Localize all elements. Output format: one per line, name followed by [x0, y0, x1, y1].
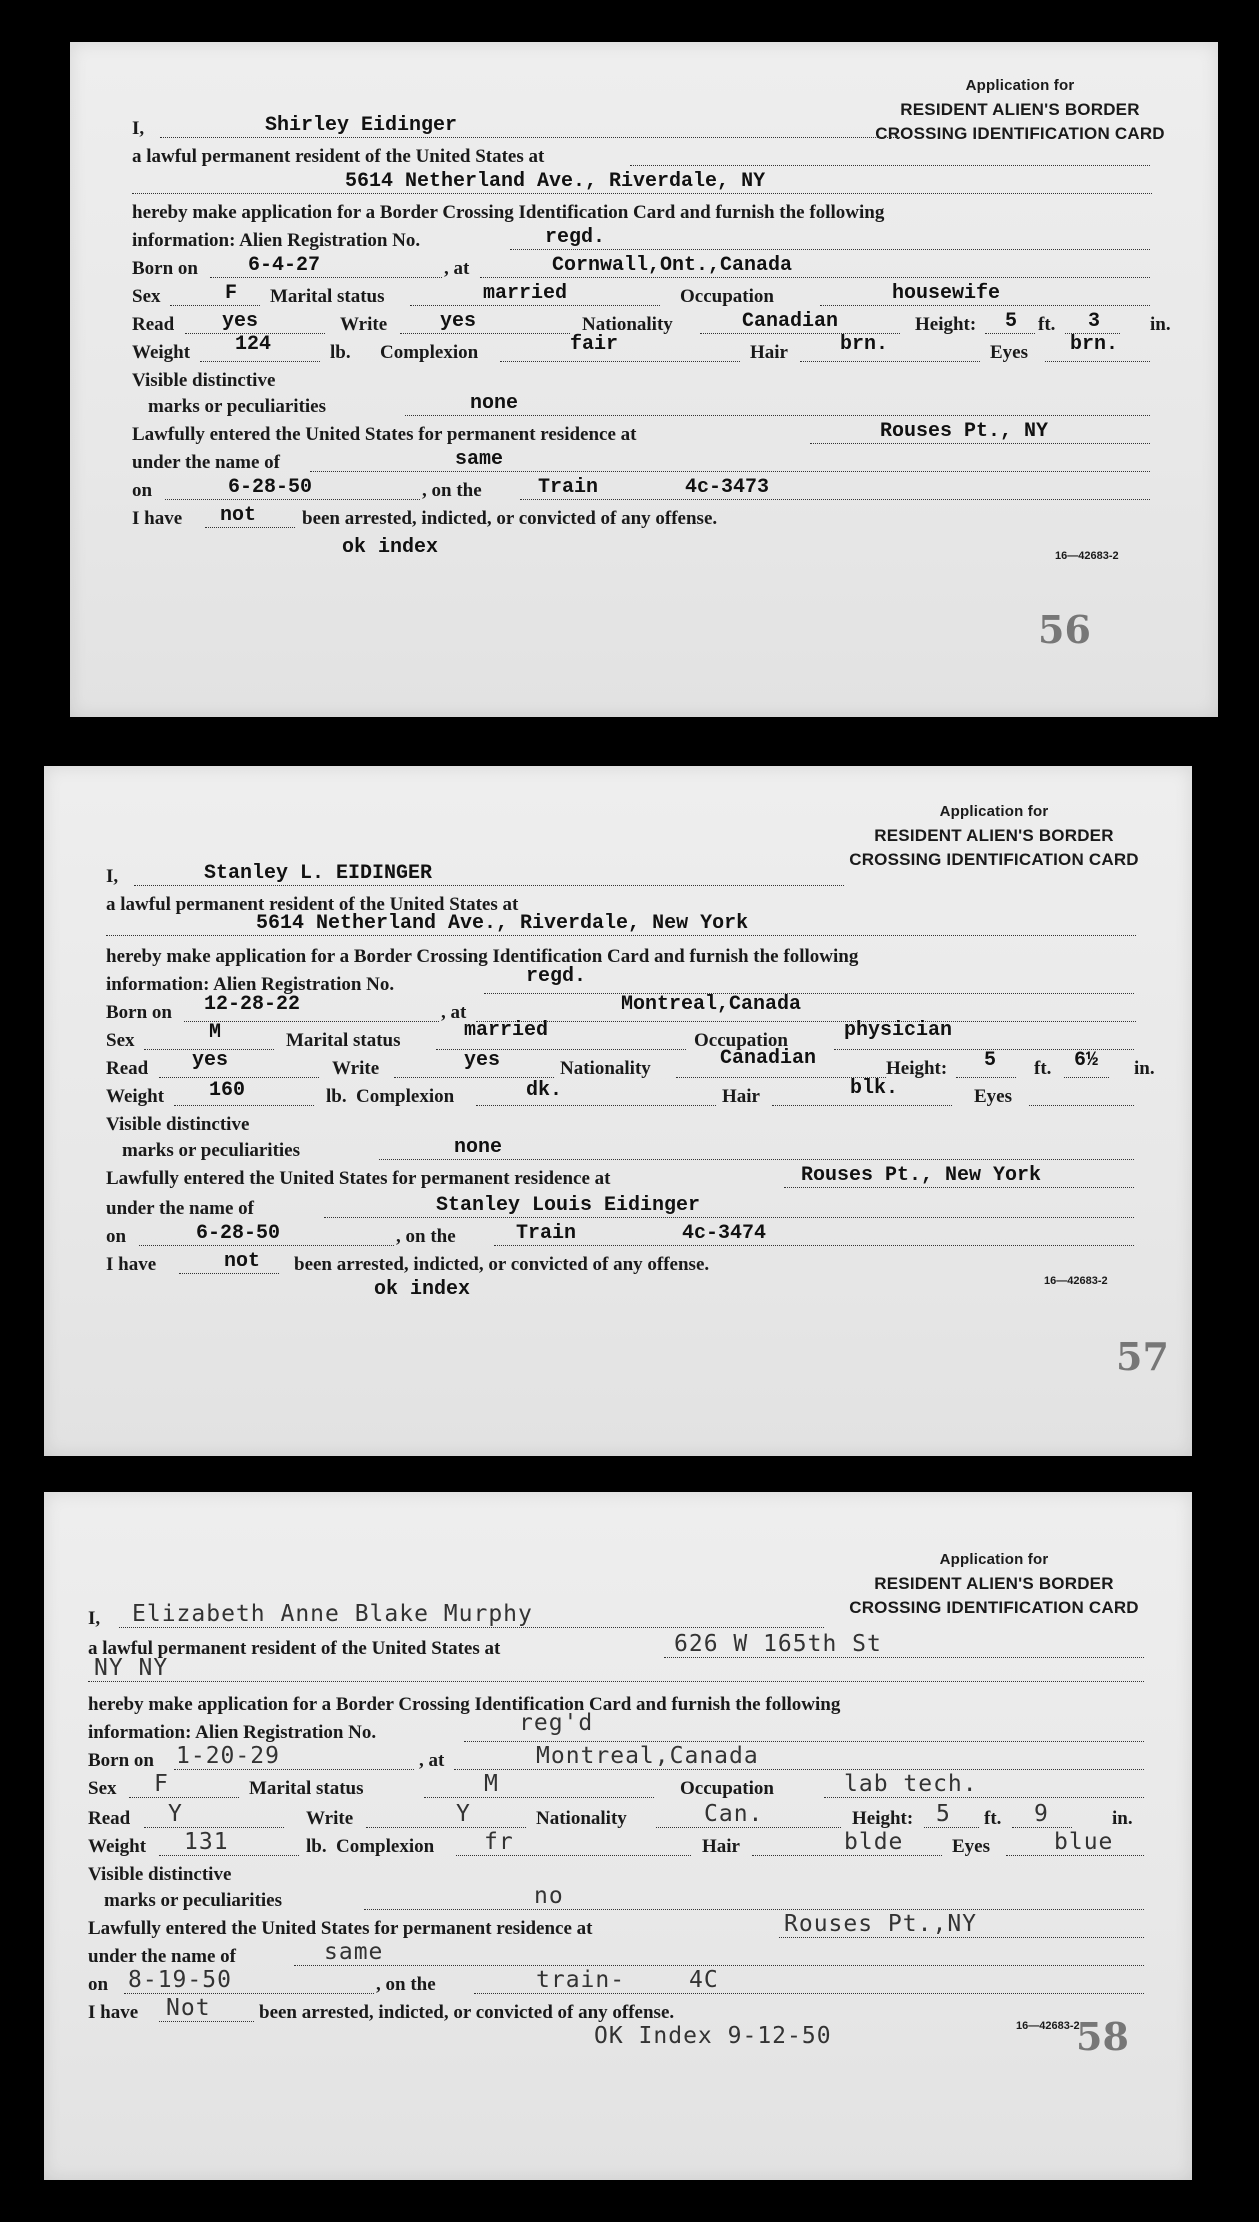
- nationality: Canadian: [720, 1047, 817, 1070]
- born-place-line: [476, 1021, 1136, 1022]
- eyes: brn.: [1070, 333, 1119, 356]
- label-born: Born on: [132, 258, 198, 279]
- label-at: , at: [441, 1002, 467, 1023]
- label-hereby: hereby make application for a Border Crossing Identification Card and furnish the following: [88, 1694, 841, 1715]
- label-hair: Hair: [722, 1086, 760, 1107]
- label-under: under the name of: [106, 1198, 254, 1219]
- write-line: [400, 333, 570, 334]
- marks-line: [364, 1909, 1144, 1910]
- read-line: [159, 1077, 319, 1078]
- marks: none: [470, 392, 519, 415]
- entry-ref: 4C: [689, 1967, 719, 1993]
- label-ft: ft.: [984, 1808, 1002, 1829]
- entry-name-line: [324, 1217, 1134, 1218]
- eyes-line: [1006, 1855, 1144, 1856]
- label-hair: Hair: [702, 1836, 740, 1857]
- marital-line: [410, 305, 660, 306]
- nationality-line: [656, 1827, 841, 1828]
- application-card-1: [70, 42, 1218, 717]
- alien-registration-no: regd.: [545, 226, 606, 249]
- entry-by: train-: [536, 1967, 626, 1993]
- name-line: [134, 885, 844, 886]
- hereby-row: [44, 1690, 1192, 1720]
- entry-by: Train: [538, 476, 599, 499]
- nationality: Can.: [704, 1801, 764, 1827]
- occupation: physician: [844, 1019, 953, 1042]
- applicant-name: Elizabeth Anne Blake Murphy: [132, 1601, 533, 1627]
- sex: F: [154, 1771, 169, 1797]
- birth-place: Cornwall,Ont.,Canada: [552, 254, 793, 277]
- registration-line: [510, 249, 1150, 250]
- resident-line: [630, 165, 1150, 166]
- marks-row: [70, 392, 1218, 422]
- entry-ref: 4c-3473: [685, 476, 770, 499]
- eyes: blue: [1054, 1829, 1114, 1855]
- entry-place-line: [779, 1937, 1144, 1938]
- address: 5614 Netherland Ave., Riverdale, NY: [345, 170, 766, 193]
- alien-registration-no: reg'd: [519, 1710, 594, 1736]
- weight-line: [174, 1105, 314, 1106]
- title-line-1: Application for: [939, 1551, 1049, 1568]
- applicant-name: Stanley L. EIDINGER: [204, 862, 433, 885]
- title-line-2: RESIDENT ALIEN'S BORDER: [874, 1574, 1114, 1593]
- occupation-line: [824, 1797, 1144, 1798]
- label-nationality: Nationality: [582, 314, 673, 335]
- entry-by-line: [494, 1245, 1134, 1246]
- label-information: information: Alien Registration No.: [132, 230, 421, 251]
- address: 626 W 165th St: [674, 1631, 882, 1657]
- complexion-line: [500, 361, 740, 362]
- entry-by: Train: [516, 1222, 577, 1245]
- address-row: [70, 170, 1218, 200]
- registration-row: [70, 226, 1218, 256]
- hair: blk.: [850, 1077, 899, 1100]
- hair-line: [800, 361, 980, 362]
- name-line: [160, 137, 900, 138]
- index-note: ok index: [342, 536, 439, 559]
- label-under: under the name of: [132, 452, 280, 473]
- marks-line: [379, 1159, 1134, 1160]
- label-information: information: Alien Registration No.: [88, 1722, 377, 1743]
- label-write: Write: [332, 1058, 380, 1079]
- page-number: 58: [1076, 2014, 1129, 2059]
- height-in-line: [1064, 1077, 1109, 1078]
- title-line-1: Application for: [965, 77, 1075, 94]
- entry-date-line: [139, 1245, 394, 1246]
- eyes-line: [1029, 1105, 1134, 1106]
- label-height: Height:: [886, 1058, 948, 1079]
- height-ft: 5: [1005, 310, 1018, 333]
- height-in: 3: [1088, 310, 1101, 333]
- label-lb: lb.: [330, 342, 351, 363]
- form-number: 16—42683-2: [1055, 550, 1119, 562]
- index-note: OK Index 9-12-50: [594, 2023, 832, 2049]
- label-in: in.: [1134, 1058, 1155, 1079]
- weight-row: [44, 1829, 1192, 1862]
- address-row: [44, 1655, 1192, 1688]
- label-sex: Sex: [132, 286, 161, 307]
- note-row: [70, 536, 1218, 566]
- label-hair: Hair: [750, 342, 788, 363]
- label-nationality: Nationality: [560, 1058, 651, 1079]
- sex-row: [70, 282, 1218, 312]
- entry-place: Rouses Pt., NY: [880, 420, 1049, 443]
- label-marks: marks or peculiarities: [148, 396, 327, 417]
- entry-by-line: [520, 499, 1150, 500]
- entry-date: 6-28-50: [228, 476, 313, 499]
- address: 5614 Netherland Ave., Riverdale, New York: [256, 912, 749, 935]
- label-lawfully: Lawfully entered the United States for permanent residence at: [88, 1918, 593, 1939]
- arrest-row: [70, 504, 1218, 534]
- label-on-the: , on the: [396, 1226, 456, 1247]
- label-on-the: , on the: [376, 1974, 436, 1995]
- form-number: 16—42683-2: [1044, 1275, 1108, 1287]
- marks-row: [44, 1136, 1192, 1166]
- label-eyes: Eyes: [990, 342, 1028, 363]
- resident-row: [70, 142, 1218, 172]
- label-sex: Sex: [88, 1778, 117, 1799]
- label-occupation: Occupation: [694, 1030, 788, 1051]
- occupation: housewife: [892, 282, 1001, 305]
- label-nationality: Nationality: [536, 1808, 627, 1829]
- label-on-the: , on the: [422, 480, 482, 501]
- have-not: Not: [166, 1995, 211, 2021]
- entry-by-line: [474, 1993, 1144, 1994]
- registration-line: [464, 1741, 1144, 1742]
- label-at: , at: [419, 1750, 445, 1771]
- complexion: fair: [570, 333, 619, 356]
- label-eyes: Eyes: [974, 1086, 1012, 1107]
- on-row: [70, 476, 1218, 506]
- on-row: [44, 1967, 1192, 2000]
- entry-place-line: [784, 1187, 1134, 1188]
- weight-row: [44, 1077, 1192, 1112]
- read-line: [144, 1827, 284, 1828]
- sex-line: [129, 1797, 239, 1798]
- have-not-line: [179, 1273, 279, 1274]
- write: yes: [464, 1049, 501, 1072]
- height-in: 9: [1034, 1801, 1049, 1827]
- marital-status: married: [483, 282, 568, 305]
- arrest-row: [44, 1250, 1192, 1280]
- label-born: Born on: [88, 1750, 154, 1771]
- born-row: [44, 1743, 1192, 1776]
- label-marital: Marital status: [249, 1778, 364, 1799]
- born-row: [70, 254, 1218, 284]
- hair: brn.: [840, 333, 889, 356]
- have-not: not: [224, 1250, 261, 1273]
- label-height: Height:: [915, 314, 977, 335]
- label-visible: Visible distinctive: [88, 1864, 232, 1885]
- height-in: 6½: [1074, 1049, 1099, 1072]
- title-line-3: CROSSING IDENTIFICATION CARD: [875, 124, 1165, 143]
- sex: F: [225, 282, 238, 305]
- label-weight: Weight: [132, 342, 191, 363]
- born-date-line: [210, 277, 442, 278]
- height-ft: 5: [984, 1049, 997, 1072]
- under-row: [70, 448, 1218, 478]
- label-occupation: Occupation: [680, 286, 774, 307]
- label-ft: ft.: [1034, 1058, 1052, 1079]
- weight-line: [159, 1855, 299, 1856]
- write-line: [394, 1077, 554, 1078]
- label-resident: a lawful permanent resident of the United States at: [88, 1638, 501, 1659]
- label-sex: Sex: [106, 1030, 135, 1051]
- birth-place: Montreal,Canada: [621, 993, 802, 1016]
- read: yes: [222, 310, 259, 333]
- label-arrested: been arrested, indicted, or convicted of any offense.: [259, 2002, 675, 2023]
- label-eyes: Eyes: [952, 1836, 990, 1857]
- form-number: 16—42683-2: [1016, 2020, 1080, 2032]
- label-i: I,: [88, 1608, 101, 1629]
- have-not-line: [205, 527, 295, 528]
- read: yes: [192, 1049, 229, 1072]
- have-not-line: [159, 2021, 254, 2022]
- weight: 131: [184, 1829, 229, 1855]
- born-place-line: [480, 277, 1150, 278]
- label-lawfully: Lawfully entered the United States for permanent residence at: [132, 424, 637, 445]
- registration-line: [484, 993, 1134, 994]
- birth-date: 12-28-22: [204, 993, 301, 1016]
- marks-row: [44, 1883, 1192, 1916]
- sex: M: [209, 1021, 222, 1044]
- address-line: [132, 193, 1152, 194]
- label-resident: a lawful permanent resident of the United States at: [132, 146, 545, 167]
- lawfully-row: [70, 420, 1218, 450]
- index-note: ok index: [374, 1278, 471, 1301]
- label-marital: Marital status: [286, 1030, 401, 1051]
- complexion: dk.: [526, 1079, 563, 1102]
- entry-name: Stanley Louis Eidinger: [436, 1194, 701, 1217]
- label-write: Write: [340, 314, 388, 335]
- address-line: [106, 935, 1136, 936]
- entry-place: Rouses Pt.,NY: [784, 1911, 978, 1937]
- write: Y: [456, 1801, 471, 1827]
- occupation-line: [820, 305, 1150, 306]
- label-i-have: I have: [106, 1254, 157, 1275]
- entry-date: 6-28-50: [196, 1222, 281, 1245]
- label-complexion: Complexion: [336, 1836, 435, 1857]
- birth-date: 6-4-27: [248, 254, 321, 277]
- page-number: 57: [1116, 1334, 1169, 1379]
- marital-status: married: [464, 1019, 549, 1042]
- label-weight: Weight: [88, 1836, 147, 1857]
- name-row: [70, 114, 1218, 144]
- label-ft: ft.: [1038, 314, 1056, 335]
- marks: none: [454, 1136, 503, 1159]
- title-line-2: RESIDENT ALIEN'S BORDER: [900, 100, 1140, 119]
- label-arrested: been arrested, indicted, or convicted of any offense.: [294, 1254, 710, 1275]
- note-row: [44, 1278, 1192, 1308]
- entry-name-line: [294, 1965, 1144, 1966]
- application-card-2: [44, 766, 1192, 1456]
- sex-line: [170, 305, 260, 306]
- label-hereby: hereby make application for a Border Crossing Identification Card and furnish the following: [132, 202, 885, 223]
- born-date-line: [184, 1021, 439, 1022]
- name-row: [44, 862, 1192, 892]
- birth-place: Montreal,Canada: [536, 1743, 759, 1769]
- label-visible: Visible distinctive: [106, 1114, 250, 1135]
- label-marks: marks or peculiarities: [122, 1140, 301, 1161]
- hereby-row: [70, 198, 1218, 228]
- marks-line: [405, 415, 1150, 416]
- label-arrested: been arrested, indicted, or convicted of any offense.: [302, 508, 718, 529]
- label-height: Height:: [852, 1808, 914, 1829]
- label-on: on: [88, 1974, 109, 1995]
- write: yes: [440, 310, 477, 333]
- entry-name-line: [310, 471, 1150, 472]
- label-lb: lb.: [306, 1836, 327, 1857]
- label-on: on: [106, 1226, 127, 1247]
- height-ft-line: [985, 333, 1035, 334]
- label-in: in.: [1112, 1808, 1133, 1829]
- read: Y: [168, 1801, 183, 1827]
- label-i-have: I have: [132, 508, 183, 529]
- entry-date-line: [165, 499, 420, 500]
- alien-registration-no: regd.: [526, 965, 587, 988]
- marks: no: [534, 1883, 564, 1909]
- title-line-3: CROSSING IDENTIFICATION CARD: [849, 1598, 1139, 1617]
- entry-place: Rouses Pt., New York: [801, 1164, 1042, 1187]
- hair-line: [752, 1855, 942, 1856]
- label-write: Write: [306, 1808, 354, 1829]
- label-on: on: [132, 480, 153, 501]
- weight-row: [70, 333, 1218, 368]
- entry-name: same: [324, 1939, 384, 1965]
- label-visible: Visible distinctive: [132, 370, 276, 391]
- height-ft-line: [956, 1077, 1016, 1078]
- label-weight: Weight: [106, 1086, 165, 1107]
- weight: 124: [235, 333, 272, 356]
- name-line: [119, 1627, 824, 1628]
- label-information: information: Alien Registration No.: [106, 974, 395, 995]
- complexion-line: [476, 1105, 716, 1106]
- label-occupation: Occupation: [680, 1778, 774, 1799]
- entry-date-line: [124, 1993, 374, 1994]
- occupation: lab tech.: [844, 1771, 978, 1797]
- entry-date: 8-19-50: [128, 1967, 232, 1993]
- marital-line: [424, 1797, 654, 1798]
- address-row: [44, 912, 1192, 942]
- sex-row: [44, 1771, 1192, 1804]
- on-row: [44, 1222, 1192, 1252]
- label-resident: a lawful permanent resident of the United States at: [106, 894, 519, 915]
- label-lb: lb.: [326, 1086, 347, 1107]
- birth-date: 1-20-29: [176, 1743, 280, 1769]
- label-at: , at: [444, 258, 470, 279]
- complexion: fr: [484, 1829, 514, 1855]
- label-marks: marks or peculiarities: [104, 1890, 283, 1911]
- entry-ref: 4c-3474: [682, 1222, 767, 1245]
- address-line: [88, 1681, 1144, 1682]
- application-card-3: [44, 1492, 1192, 2180]
- label-under: under the name of: [88, 1946, 236, 1967]
- born-date-line: [174, 1769, 414, 1770]
- label-read: Read: [106, 1058, 149, 1079]
- label-hereby: hereby make application for a Border Crossing Identification Card and furnish the following: [106, 946, 859, 967]
- lawfully-row: [44, 1164, 1192, 1194]
- height-in-line: [1012, 1827, 1072, 1828]
- label-read: Read: [132, 314, 175, 335]
- label-lawfully: Lawfully entered the United States for permanent residence at: [106, 1168, 611, 1189]
- hair-line: [772, 1105, 952, 1106]
- nationality: Canadian: [742, 310, 839, 333]
- weight-line: [200, 361, 320, 362]
- label-born: Born on: [106, 1002, 172, 1023]
- label-in: in.: [1150, 314, 1171, 335]
- label-read: Read: [88, 1808, 131, 1829]
- address-line-2: NY NY: [94, 1655, 169, 1681]
- title-line-1: Application for: [939, 803, 1049, 820]
- under-row: [44, 1194, 1192, 1224]
- label-complexion: Complexion: [356, 1086, 455, 1107]
- label-i-have: I have: [88, 2002, 139, 2023]
- applicant-name: Shirley Eidinger: [265, 114, 458, 137]
- entry-name: same: [455, 448, 504, 471]
- title-line-3: CROSSING IDENTIFICATION CARD: [849, 850, 1139, 869]
- label-i: I,: [106, 866, 119, 887]
- label-i: I,: [132, 118, 145, 139]
- hair: blde: [844, 1829, 904, 1855]
- eyes-line: [1045, 361, 1150, 362]
- have-not: not: [220, 504, 257, 527]
- born-place-line: [454, 1769, 1144, 1770]
- label-complexion: Complexion: [380, 342, 479, 363]
- page-number: 56: [1038, 607, 1091, 652]
- marital-status: M: [484, 1771, 499, 1797]
- entry-place-line: [810, 443, 1150, 444]
- hereby-row: [44, 942, 1192, 972]
- lawfully-row: [44, 1911, 1192, 1944]
- title-line-2: RESIDENT ALIEN'S BORDER: [874, 826, 1114, 845]
- complexion-line: [456, 1855, 691, 1856]
- weight: 160: [209, 1079, 246, 1102]
- height-ft-line: [924, 1827, 979, 1828]
- write-line: [366, 1827, 526, 1828]
- height-ft: 5: [936, 1801, 951, 1827]
- label-marital: Marital status: [270, 286, 385, 307]
- name-row: [44, 1601, 1192, 1634]
